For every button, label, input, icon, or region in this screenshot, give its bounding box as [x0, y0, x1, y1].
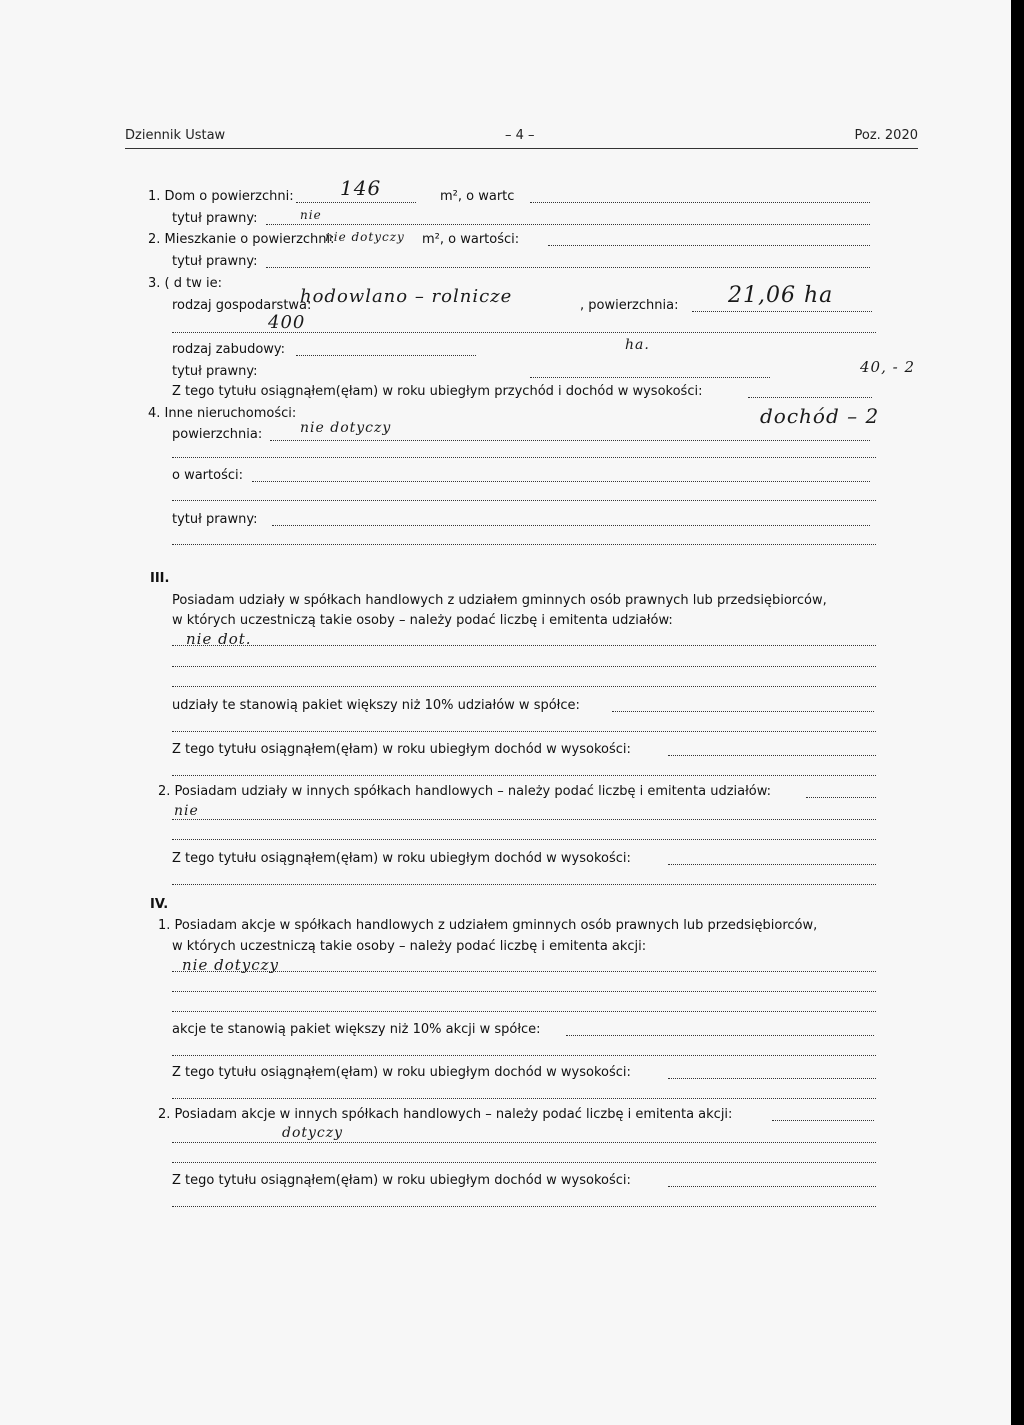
income-handwriting: dochód – 2: [760, 404, 880, 428]
flat-area-label: 2. Mieszkanie o powierzchni:: [148, 232, 335, 247]
section-iv-item2-extra-dots: [172, 1162, 876, 1163]
section-iv-income: Z tego tytułu osiągnąłem(ęłam) w roku ubiegłym dochód w wysokości:: [172, 1065, 631, 1080]
section-iii-item2-answer-dots: [172, 819, 876, 820]
section-iv-package-extra-dots: [172, 1055, 876, 1056]
section-iv-answer-handwriting: nie dotyczy: [182, 956, 280, 974]
farm-extra-handwriting: 400: [268, 312, 306, 333]
section-iii-extra-dots-2: [172, 686, 876, 687]
section-iv-income2-dots: [668, 1186, 876, 1187]
page-header: [125, 128, 918, 149]
section-iv-income-extra-dots: [172, 1098, 876, 1099]
farm-type-label: rodzaj gospodarstwa:: [172, 298, 312, 313]
section-iv-item1b: w których uczestniczą takie osoby – należy podać liczbę i emitenta akcji:: [172, 939, 647, 954]
section-iv-extra-dots-1: [172, 991, 876, 992]
house-area-handwriting: 146: [340, 176, 382, 200]
flat-title-dots: [266, 267, 870, 268]
farm-label: 3. ( d tw ie:: [148, 276, 222, 291]
other-value-dots: [252, 481, 870, 482]
house-value-dots: [530, 202, 870, 203]
section-iv-package: akcje te stanowią pakiet większy niż 10% akcji w spółce:: [172, 1022, 541, 1037]
section-iv-numeral: IV.: [150, 897, 169, 912]
other-property-label: 4. Inne nieruchomości:: [148, 406, 297, 421]
other-value-extra-dots: [172, 500, 876, 501]
section-iii-answer-dots: [172, 645, 876, 646]
position-number: Poz. 2020: [854, 128, 918, 143]
section-iii-extra-dots-1: [172, 666, 876, 667]
section-iii-package: udziały te stanowią pakiet większy niż 10% udziałów w spółce:: [172, 698, 580, 713]
flat-title-label: tytuł prawny:: [172, 254, 258, 269]
section-iii-item2: 2. Posiadam udziały w innych spółkach handlowych – należy podać liczbę i emitenta udziałów:: [158, 784, 772, 799]
section-iii-package-extra-dots: [172, 731, 876, 732]
buildings-label: rodzaj zabudowy:: [172, 342, 286, 357]
scan-edge-mark-mid: [1014, 258, 1018, 400]
margin-handwriting: 40, - 2: [860, 358, 916, 376]
section-iv-income2: Z tego tytułu osiągnąłem(ęłam) w roku ubiegłym dochód w wysokości:: [172, 1173, 631, 1188]
other-title-extra-dots: [172, 544, 876, 545]
section-iii-intro: Posiadam udziały w spółkach handlowych z udziałem gminnych osób prawnych lub przedsiębiorców,: [172, 593, 827, 608]
section-iii-income: Z tego tytułu osiągnąłem(ęłam) w roku ubiegłym dochód w wysokości:: [172, 742, 631, 757]
farm-area-dots: [692, 311, 872, 312]
house-area-label: 1. Dom o powierzchni:: [148, 189, 294, 204]
house-title-label: tytuł prawny:: [172, 211, 258, 226]
section-iv-income-dots: [668, 1078, 876, 1079]
other-title-dots: [272, 525, 870, 526]
flat-value-dots: [548, 245, 870, 246]
other-area-handwriting: nie dotyczy: [300, 420, 392, 436]
farm-area-label: , powierzchnia:: [580, 298, 679, 313]
section-iii-income2-dots: [668, 864, 876, 865]
section-iv-item2-answer-dots: [172, 1142, 876, 1143]
scan-edge: [1011, 0, 1024, 1425]
house-title-dots: [266, 224, 870, 225]
section-iii-income-dots: [668, 755, 876, 756]
section-iv-package-dots: [566, 1035, 874, 1036]
journal-title: Dziennik Ustaw: [125, 128, 226, 143]
section-iv-item1a: 1. Posiadam akcje w spółkach handlowych z udziałem gminnych osób prawnych lub przedsiębiorców,: [158, 918, 818, 933]
page-number: – 4 –: [505, 128, 535, 143]
section-iii-answer-handwriting: nie dot.: [186, 630, 252, 648]
flat-value-label: m², o wartości:: [422, 232, 520, 247]
flat-area-handwriting: nie dotyczy: [325, 230, 405, 244]
house-area-dots: [296, 202, 416, 203]
section-iii-item2-dots: [806, 797, 876, 798]
buildings-handwriting: ha.: [625, 337, 650, 353]
section-iv-extra-dots-2: [172, 1011, 876, 1012]
section-iii-income-extra-dots: [172, 775, 876, 776]
section-iv-income2-extra-dots: [172, 1206, 876, 1207]
section-iii-item2-extra-dots: [172, 839, 876, 840]
section-iv-item2-handwriting: dotyczy: [282, 1125, 344, 1141]
section-iii-income2: Z tego tytułu osiągnąłem(ęłam) w roku ubiegłym dochód w wysokości:: [172, 851, 631, 866]
farm-income-label: Z tego tytułu osiągnąłem(ęłam) w roku ubiegłym przychód i dochód w wysokości:: [172, 384, 703, 399]
house-title-handwriting: nie: [300, 208, 322, 222]
section-iii-numeral: III.: [150, 571, 170, 586]
other-area-label: powierzchnia:: [172, 427, 263, 442]
section-iv-item2: 2. Posiadam akcje w innych spółkach handlowych – należy podać liczbę i emitenta akcji:: [158, 1107, 733, 1122]
section-iv-item2-dots: [772, 1120, 874, 1121]
section-iii-intro2: w których uczestniczą takie osoby – należy podać liczbę i emitenta udziałów:: [172, 613, 673, 628]
other-extra-dots: [172, 457, 876, 458]
section-iii-package-dots: [612, 711, 874, 712]
house-value-label: m², o wartc: [440, 189, 515, 204]
other-title-label: tytuł prawny:: [172, 512, 258, 527]
farm-income-dots: [748, 397, 872, 398]
farm-title-dots: [530, 377, 770, 378]
buildings-dots: [296, 355, 476, 356]
farm-type-handwriting: hodowlano – rolnicze: [300, 286, 513, 307]
section-iii-item2-handwriting: nie: [174, 803, 199, 819]
scan-edge-mark-top: [1014, 30, 1018, 125]
other-area-dots: [270, 440, 870, 441]
farm-title-label: tytuł prawny:: [172, 364, 258, 379]
farm-area-handwriting: 21,06 ha: [728, 283, 834, 308]
section-iii-income2-extra-dots: [172, 884, 876, 885]
other-value-label: o wartości:: [172, 468, 243, 483]
